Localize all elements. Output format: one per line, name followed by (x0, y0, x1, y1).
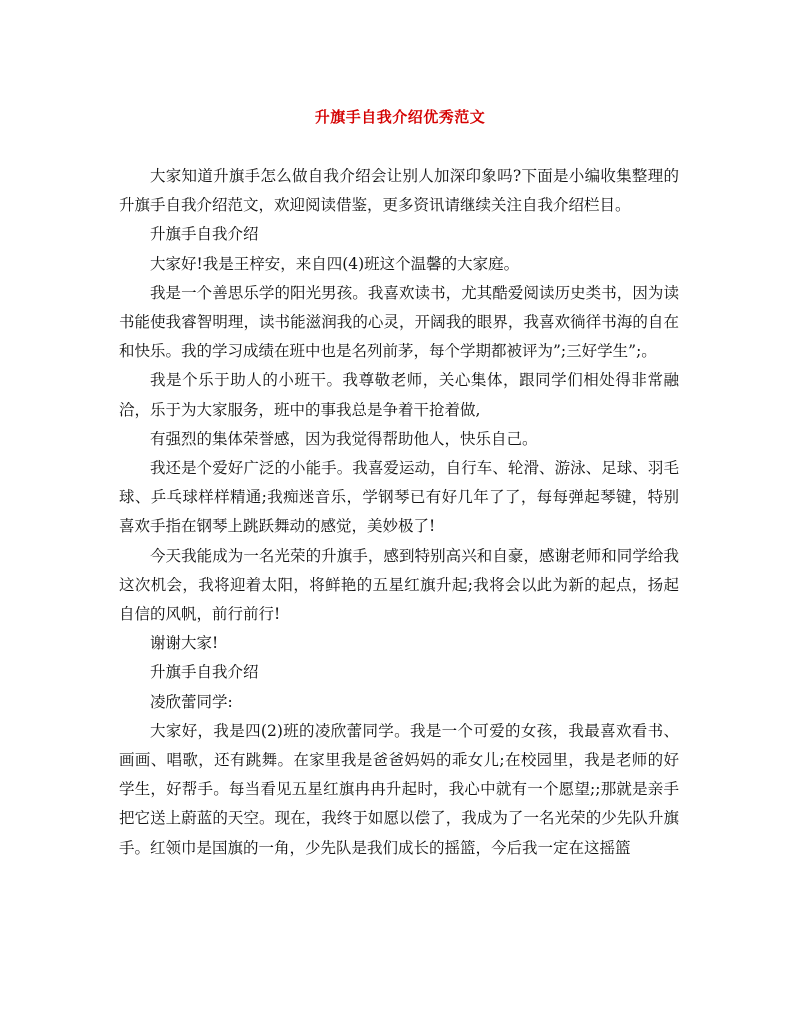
paragraph: 我还是个爱好广泛的小能手。我喜爱运动，自行车、轮滑、游泳、足球、羽毛球、乒乓球样样精通;我痴迷音乐，学钢琴已有好几年了了，每每弹起琴键，特别喜欢手指在钢琴上跳跃舞动的感觉，美妙极了! (119, 459, 679, 536)
paragraph-intro: 大家知道升旗手怎么做自我介绍会让别人加深印象吗?下面是小编收集整理的升旗手自我介绍范文，欢迎阅读借鉴，更多资讯请继续关注自我介绍栏目。 (119, 167, 679, 215)
paragraph: 谢谢大家! (150, 634, 219, 653)
paragraph: 今天我能成为一名光荣的升旗手，感到特别高兴和自豪，感谢老师和同学给我这次机会，我将迎着太阳，将鲜艳的五星红旗升起;我将会以此为新的起点，扬起自信的风帆，前行前行! (119, 546, 679, 624)
section-heading: 升旗手自我介绍 (150, 663, 259, 682)
document-title: 升旗手自我介绍优秀范文 (314, 108, 486, 126)
paragraph: 有强烈的集体荣誉感，因为我觉得帮助他人，快乐自己。 (150, 429, 538, 448)
paragraph: 凌欣蕾同学: (150, 692, 233, 711)
section-heading: 升旗手自我介绍 (150, 225, 259, 244)
paragraph: 我是一个善思乐学的阳光男孩。我喜欢读书，尤其酷爱阅读历史类书，因为读书能使我睿智明理，读书能滋润我的心灵，开阔我的眼界，我喜欢徜徉书海的自在和快乐。我的学习成绩在班中也是名列前茅，每个学期都被评为”;三好学生”;。 (119, 283, 679, 361)
paragraph: 大家好，我是四(2)班的凌欣蕾同学。我是一个可爱的女孩，我最喜欢看书、画画、唱歌，还有跳舞。在家里我是爸爸妈妈的乖女儿;在校园里，我是老师的好学生，好帮手。每当看见五星红旗冉冉升起时，我心中就有一个愿望;;那就是亲手把它送上蔚蓝的天空。现在，我终于如愿以偿了，我成为了一名光荣的少先队升旗手。红领巾是国旗的一角，少先队是我们成长的摇篮，今后我一定在这摇篮 (119, 721, 679, 857)
paragraph: 我是个乐于助人的小班干。我尊敬老师，关心集体，跟同学们相处得非常融洽，乐于为大家服务，班中的事我总是争着干抢着做, (119, 371, 679, 419)
paragraph: 大家好!我是王梓安，来自四(4)班这个温馨的大家庭。 (150, 254, 520, 273)
document-body (119, 162, 679, 863)
